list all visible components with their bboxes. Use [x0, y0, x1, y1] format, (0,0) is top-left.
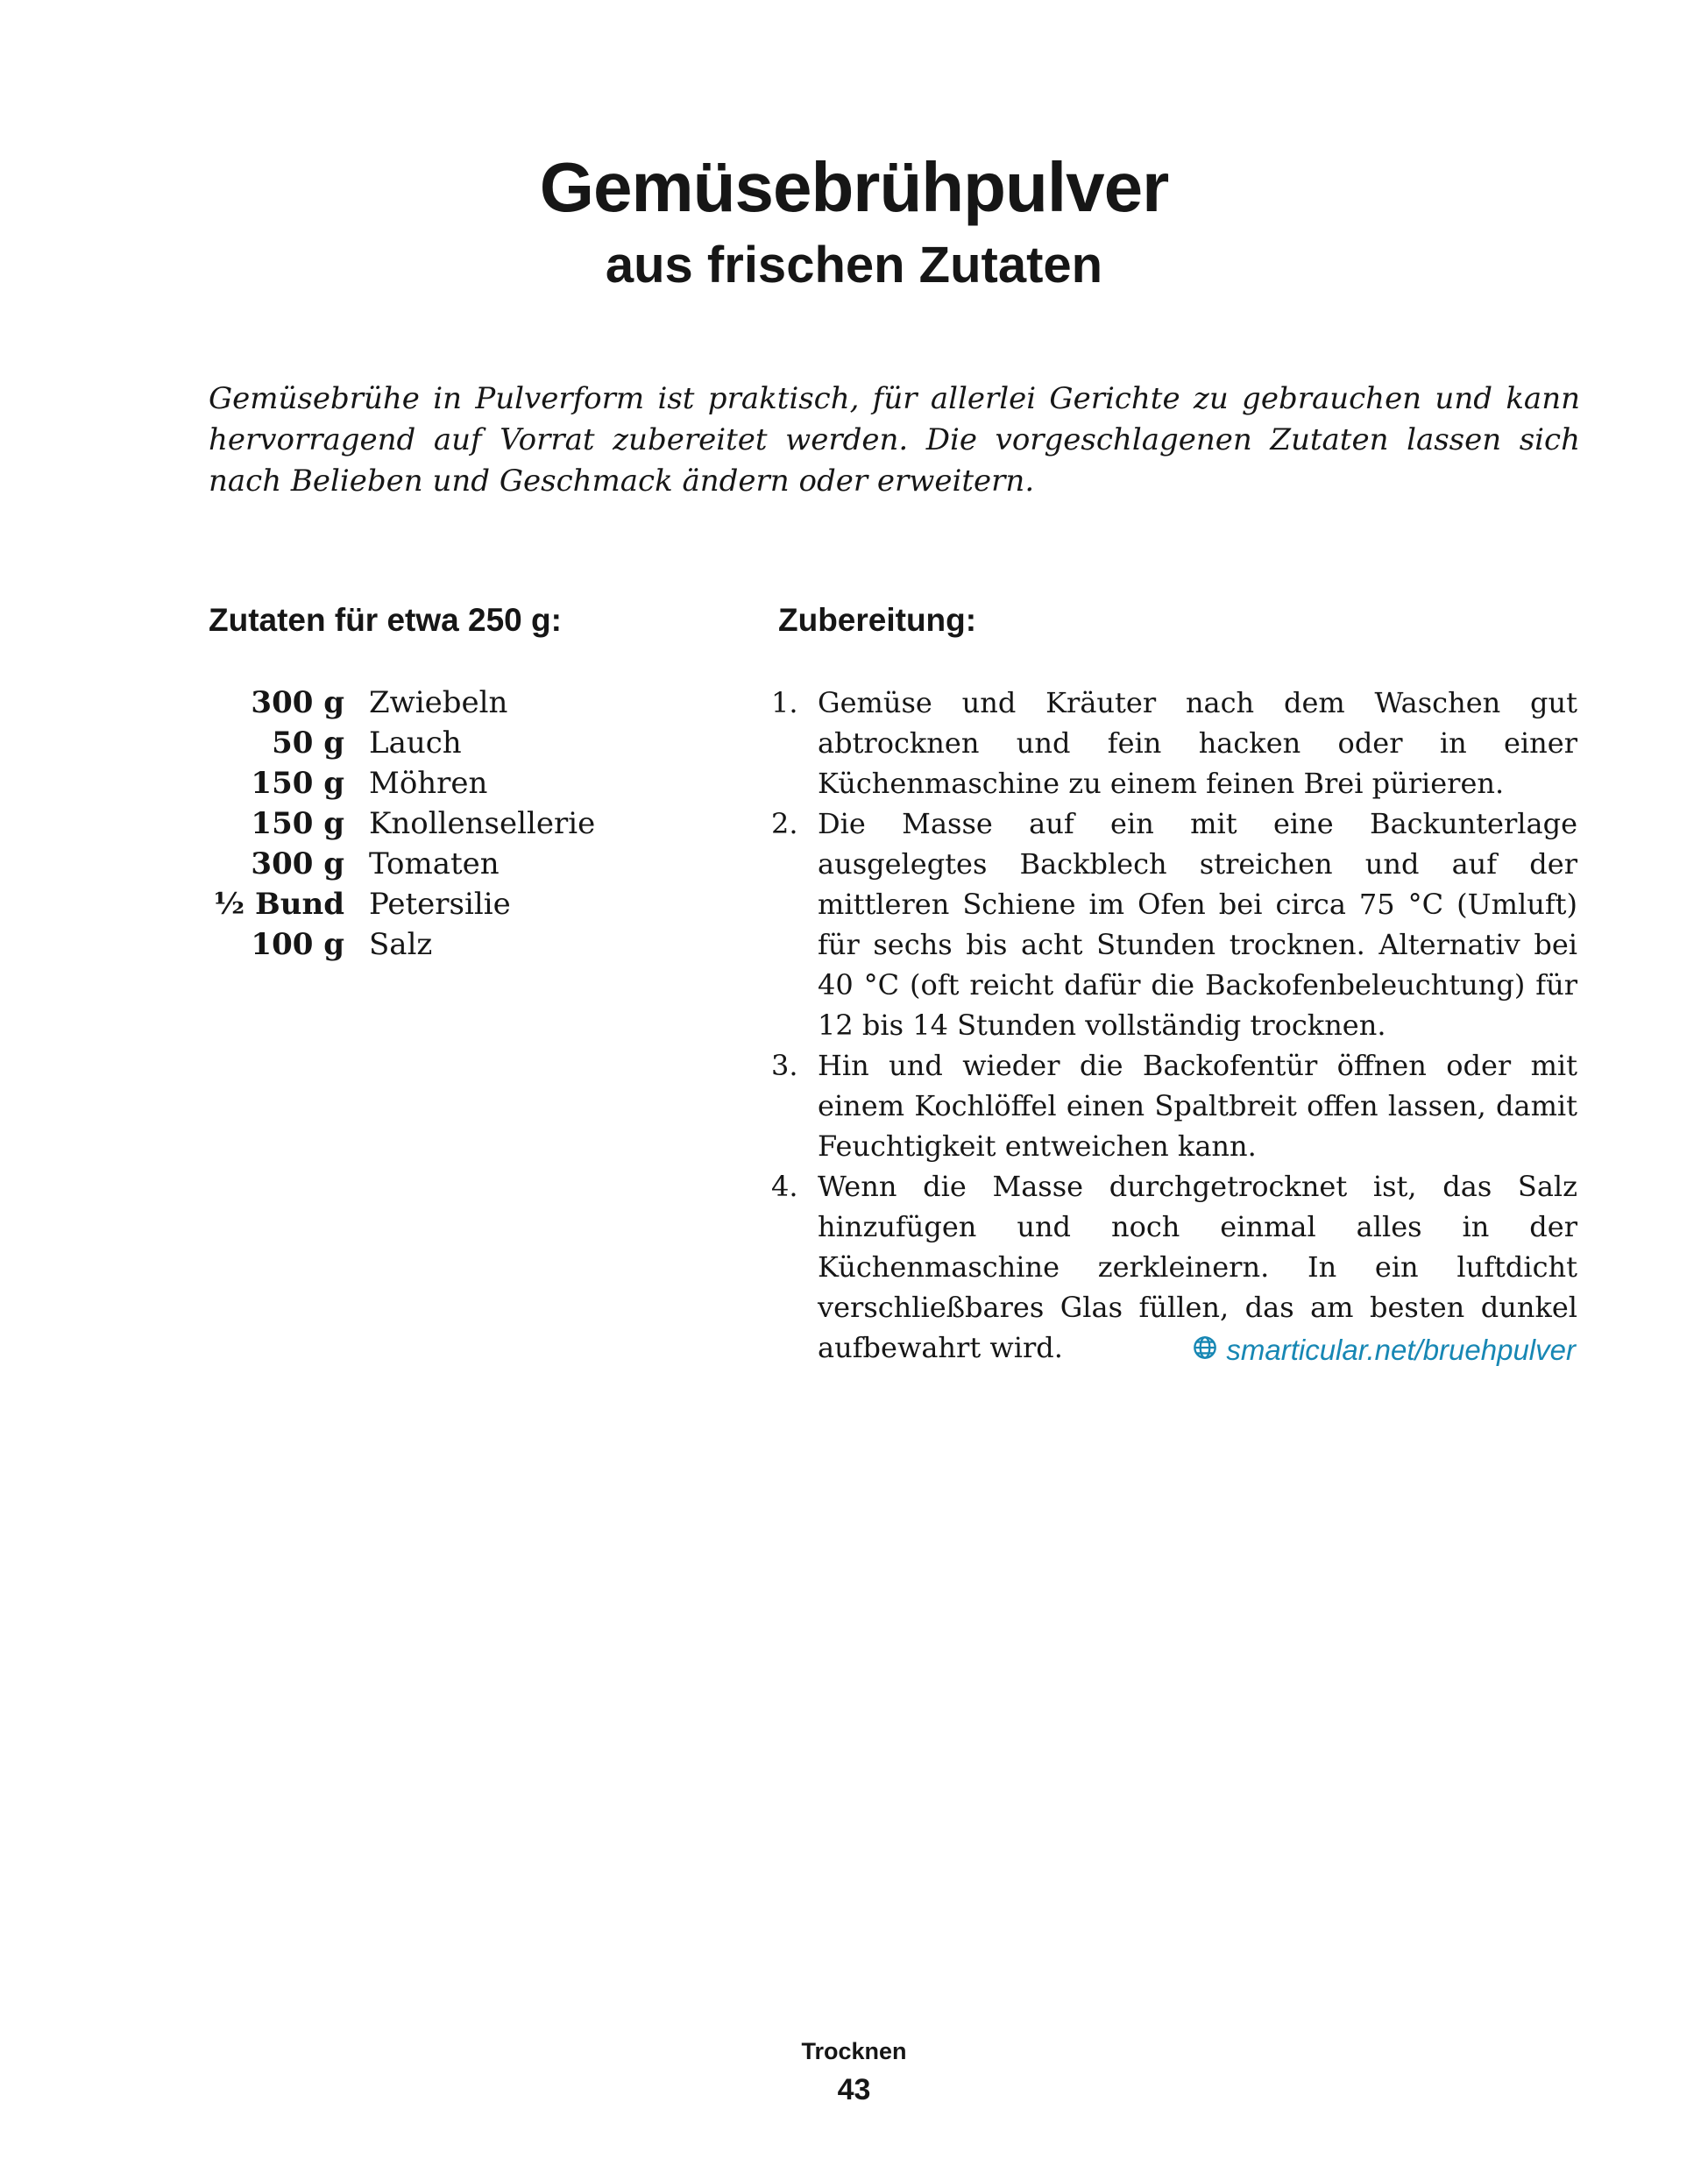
ingredient-row [209, 844, 699, 884]
page-subtitle: aus frischen Zutaten [605, 237, 1103, 294]
ingredient-name: Knollensellerie [369, 806, 596, 841]
step-number: 1. [771, 686, 798, 719]
ingredient-quantity: 300 g [251, 685, 344, 720]
ingredient-quantity: 150 g [251, 806, 344, 841]
ingredient-name: Petersilie [369, 887, 511, 922]
globe-icon [1193, 1334, 1217, 1367]
step-text: Wenn die Masse durchgetrocknet ist, das Salz hinzufügen und noch einmal alles in der Küchenmaschine zerkleinern. In ein luftdicht verschließbares Glas füllen, das am besten dunkel aufbewahrt wird. [818, 1170, 1577, 1364]
section-name: Trocknen [801, 2038, 907, 2064]
step-number: 4. [771, 1170, 798, 1203]
page-title: Gemüsebrühpulver [539, 148, 1169, 226]
intro-paragraph: Gemüsebrühe in Pulverform ist praktisch, für allerlei Gerichte zu gebrauchen und kann hervorragend auf Vorrat zubereitet werden. Die vorgeschlagenen Zutaten lassen sich nach Belieben und Geschmack ändern oder erweitern. [209, 381, 1580, 499]
preparation-step [771, 683, 1577, 803]
preparation-step [771, 803, 1577, 1045]
ingredient-quantity: 300 g [251, 846, 344, 881]
ingredient-row [209, 924, 699, 965]
preparation-steps [771, 683, 1577, 1368]
ingredient-name: Tomaten [369, 846, 500, 881]
ingredient-quantity: 100 g [251, 927, 344, 962]
ingredient-row [209, 723, 699, 763]
ingredient-list [209, 683, 699, 965]
ingredient-row [209, 763, 699, 803]
step-number: 3. [771, 1049, 798, 1082]
preparation-heading: Zubereitung: [778, 602, 977, 638]
ingredient-row [209, 803, 699, 844]
page-number: 43 [837, 2073, 871, 2106]
ingredient-name: Zwiebeln [369, 685, 508, 720]
ingredient-name: Möhren [369, 766, 488, 801]
web-link-text[interactable]: smarticular.net/bruehpulver [1226, 1334, 1576, 1366]
ingredient-quantity: 50 g [272, 726, 344, 761]
ingredient-quantity: 150 g [251, 766, 344, 801]
step-text: Gemüse und Kräuter nach dem Waschen gut abtrocknen und fein hacken oder in einer Küchenmaschine zu einem feinen Brei pürieren. [818, 686, 1577, 800]
ingredients-heading: Zutaten für etwa 250 g: [209, 602, 562, 638]
step-text: Die Masse auf ein mit eine Backunterlage ausgelegtes Backblech streichen und auf der mittleren Schiene im Ofen bei circa 75 °C (Umluft) für sechs bis acht Stunden trocknen. Alternativ bei 40 °C (oft reicht dafür die Backofenbeleuchtung) für 12 bis 14 Stunden vollständig trocknen. [818, 807, 1577, 1042]
ingredient-row [209, 884, 699, 924]
web-link[interactable] [1193, 1334, 1576, 1367]
step-text: Hin und wieder die Backofentür öffnen oder mit einem Kochlöffel einen Spaltbreit offen lassen, damit Feuchtigkeit entweichen kann. [818, 1049, 1577, 1163]
preparation-step [771, 1045, 1577, 1166]
ingredient-name: Salz [369, 927, 433, 962]
ingredient-row [209, 683, 699, 723]
ingredient-name: Lauch [369, 726, 462, 761]
ingredient-quantity: ½ Bund [213, 887, 344, 922]
step-number: 2. [771, 807, 798, 840]
